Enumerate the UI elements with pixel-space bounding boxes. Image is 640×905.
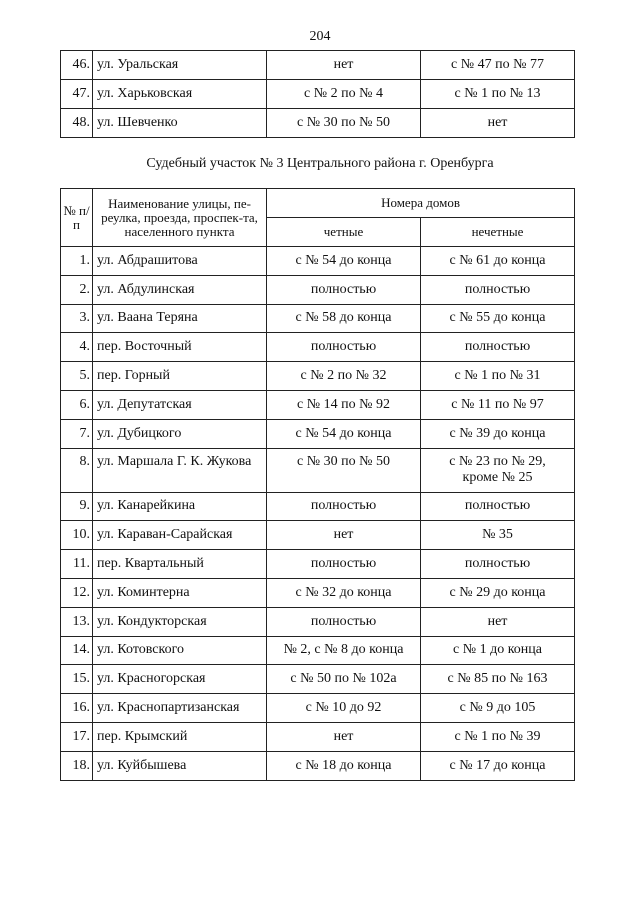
odd-numbers-line: с № 23 по № 29,: [449, 453, 546, 469]
row-number: 16.: [61, 694, 93, 723]
street-name: ул. Куйбышева: [93, 751, 267, 780]
street-name: пер. Горный: [93, 362, 267, 391]
odd-numbers-line: полностью: [464, 281, 531, 297]
odd-numbers: [421, 304, 575, 333]
page-number: 204: [309, 29, 331, 44]
row-number: 15.: [61, 665, 93, 694]
odd-numbers: [421, 80, 575, 109]
table-row: [61, 578, 575, 607]
table-row: [61, 362, 575, 391]
odd-numbers: [421, 448, 575, 492]
even-numbers: полностью: [267, 550, 421, 579]
odd-numbers: [421, 694, 575, 723]
odd-numbers: [421, 578, 575, 607]
odd-numbers-line: с № 85 по № 163: [447, 671, 548, 687]
table-row: [61, 419, 575, 448]
odd-numbers-line: нет: [487, 115, 508, 130]
odd-numbers-line: с № 1 по № 13: [454, 86, 541, 101]
odd-numbers: [421, 636, 575, 665]
row-number: 47.: [61, 80, 93, 109]
table-row: [61, 448, 575, 492]
header-house-numbers: Номера домов: [267, 189, 575, 218]
odd-numbers: [421, 275, 575, 304]
row-number: 5.: [61, 362, 93, 391]
continuation-table: [60, 50, 575, 138]
even-numbers: полностью: [267, 607, 421, 636]
row-number: 14.: [61, 636, 93, 665]
table-header: [61, 189, 575, 247]
even-numbers: полностью: [267, 275, 421, 304]
odd-numbers: [421, 247, 575, 276]
row-number: 48.: [61, 109, 93, 138]
odd-numbers-line: с № 39 до конца: [449, 425, 546, 441]
street-name: пер. Квартальный: [93, 550, 267, 579]
table-row: [61, 80, 575, 109]
street-name: ул. Депутатская: [93, 390, 267, 419]
odd-numbers-line: с № 1 по № 39: [454, 728, 541, 744]
odd-numbers: [421, 665, 575, 694]
street-name: ул. Уральская: [93, 51, 267, 80]
row-number: 17.: [61, 722, 93, 751]
odd-numbers-line: полностью: [464, 339, 531, 355]
table-row: [61, 247, 575, 276]
table-row: [61, 722, 575, 751]
odd-numbers-line: с № 17 до конца: [449, 757, 546, 773]
table-row: [61, 636, 575, 665]
row-number: 46.: [61, 51, 93, 80]
street-name: ул. Шевченко: [93, 109, 267, 138]
even-numbers: с № 54 до конца: [267, 419, 421, 448]
even-numbers: полностью: [267, 333, 421, 362]
even-numbers: с № 10 до 92: [267, 694, 421, 723]
row-number: 11.: [61, 550, 93, 579]
row-number: 7.: [61, 419, 93, 448]
street-name: ул. Харьковская: [93, 80, 267, 109]
even-numbers: с № 18 до конца: [267, 751, 421, 780]
street-name: ул. Караван-Сарайская: [93, 521, 267, 550]
street-name: ул. Краснопартизанская: [93, 694, 267, 723]
table-row: [61, 607, 575, 636]
row-number: 13.: [61, 607, 93, 636]
even-numbers: нет: [267, 722, 421, 751]
odd-numbers-line: полностью: [464, 498, 531, 514]
row-number: 12.: [61, 578, 93, 607]
odd-numbers: [421, 492, 575, 521]
odd-numbers: [421, 751, 575, 780]
district-street-table-body: [61, 247, 575, 781]
street-name: пер. Крымский: [93, 722, 267, 751]
odd-numbers: [421, 722, 575, 751]
table-row: [61, 521, 575, 550]
even-numbers: с № 2 по № 4: [267, 80, 421, 109]
table-row: [61, 51, 575, 80]
street-name: ул. Дубицкого: [93, 419, 267, 448]
header-even: четные: [267, 218, 421, 247]
even-numbers: с № 58 до конца: [267, 304, 421, 333]
header-number: № п/п: [61, 189, 93, 247]
odd-numbers-line: с № 11 по № 97: [451, 396, 544, 412]
street-name: ул. Абдрашитова: [93, 247, 267, 276]
row-number: 10.: [61, 521, 93, 550]
odd-numbers-line: с № 55 до конца: [449, 310, 546, 326]
odd-numbers: [421, 390, 575, 419]
row-number: 2.: [61, 275, 93, 304]
even-numbers: нет: [267, 521, 421, 550]
odd-numbers-line: с № 47 по № 77: [451, 57, 544, 72]
section-title: Судебный участок № 3 Центрального района г. Оренбурга: [146, 156, 494, 171]
table-row: [61, 275, 575, 304]
table-row: [61, 665, 575, 694]
table-row: [61, 550, 575, 579]
even-numbers: с № 14 по № 92: [267, 390, 421, 419]
odd-numbers-line: с № 1 по № 31: [454, 368, 541, 384]
even-numbers: с № 30 по № 50: [267, 448, 421, 492]
row-number: 6.: [61, 390, 93, 419]
street-name: ул. Котовского: [93, 636, 267, 665]
table-row: [61, 492, 575, 521]
odd-numbers: [421, 607, 575, 636]
odd-numbers: [421, 550, 575, 579]
even-numbers: с № 54 до конца: [267, 247, 421, 276]
row-number: 3.: [61, 304, 93, 333]
even-numbers: с № 50 по № 102а: [267, 665, 421, 694]
street-name: ул. Маршала Г. К. Жукова: [93, 448, 267, 492]
table-row: [61, 694, 575, 723]
even-numbers: с № 32 до конца: [267, 578, 421, 607]
even-numbers: с № 2 по № 32: [267, 362, 421, 391]
table-row: [61, 751, 575, 780]
even-numbers: нет: [267, 51, 421, 80]
row-number: 9.: [61, 492, 93, 521]
continuation-table-body: [61, 51, 575, 138]
odd-numbers: [421, 109, 575, 138]
row-number: 1.: [61, 247, 93, 276]
row-number: 8.: [61, 448, 93, 492]
street-name: ул. Ваана Теряна: [93, 304, 267, 333]
odd-numbers: [421, 51, 575, 80]
table-row: [61, 109, 575, 138]
table-row: [61, 333, 575, 362]
odd-numbers-line: с № 29 до конца: [449, 584, 546, 600]
row-number: 18.: [61, 751, 93, 780]
row-number: 4.: [61, 333, 93, 362]
table-row: [61, 304, 575, 333]
odd-numbers-line: нет: [487, 613, 508, 629]
even-numbers: полностью: [267, 492, 421, 521]
odd-numbers: [421, 333, 575, 362]
odd-numbers-line: № 35: [482, 527, 513, 543]
even-numbers: № 2, с № 8 до конца: [267, 636, 421, 665]
odd-numbers-line: с № 1 до конца: [453, 642, 542, 658]
even-numbers: с № 30 по № 50: [267, 109, 421, 138]
odd-numbers-line: с № 9 до 105: [459, 700, 536, 716]
table-row: [61, 390, 575, 419]
header-odd: нечетные: [421, 218, 575, 247]
street-name: пер. Восточный: [93, 333, 267, 362]
header-street-name: Наименование улицы, пе-реулка, проезда, проспек-та, населенного пункта: [93, 189, 267, 247]
street-name: ул. Абдулинская: [93, 275, 267, 304]
odd-numbers: [421, 419, 575, 448]
odd-numbers: [421, 362, 575, 391]
district-street-table: [60, 188, 575, 781]
street-name: ул. Красногорская: [93, 665, 267, 694]
odd-numbers-line: с № 61 до конца: [449, 252, 546, 268]
street-name: ул. Кондукторская: [93, 607, 267, 636]
street-name: ул. Коминтерна: [93, 578, 267, 607]
odd-numbers-line: полностью: [464, 556, 531, 572]
street-name: ул. Канарейкина: [93, 492, 267, 521]
odd-numbers: [421, 521, 575, 550]
odd-numbers-line: кроме № 25: [462, 469, 533, 485]
